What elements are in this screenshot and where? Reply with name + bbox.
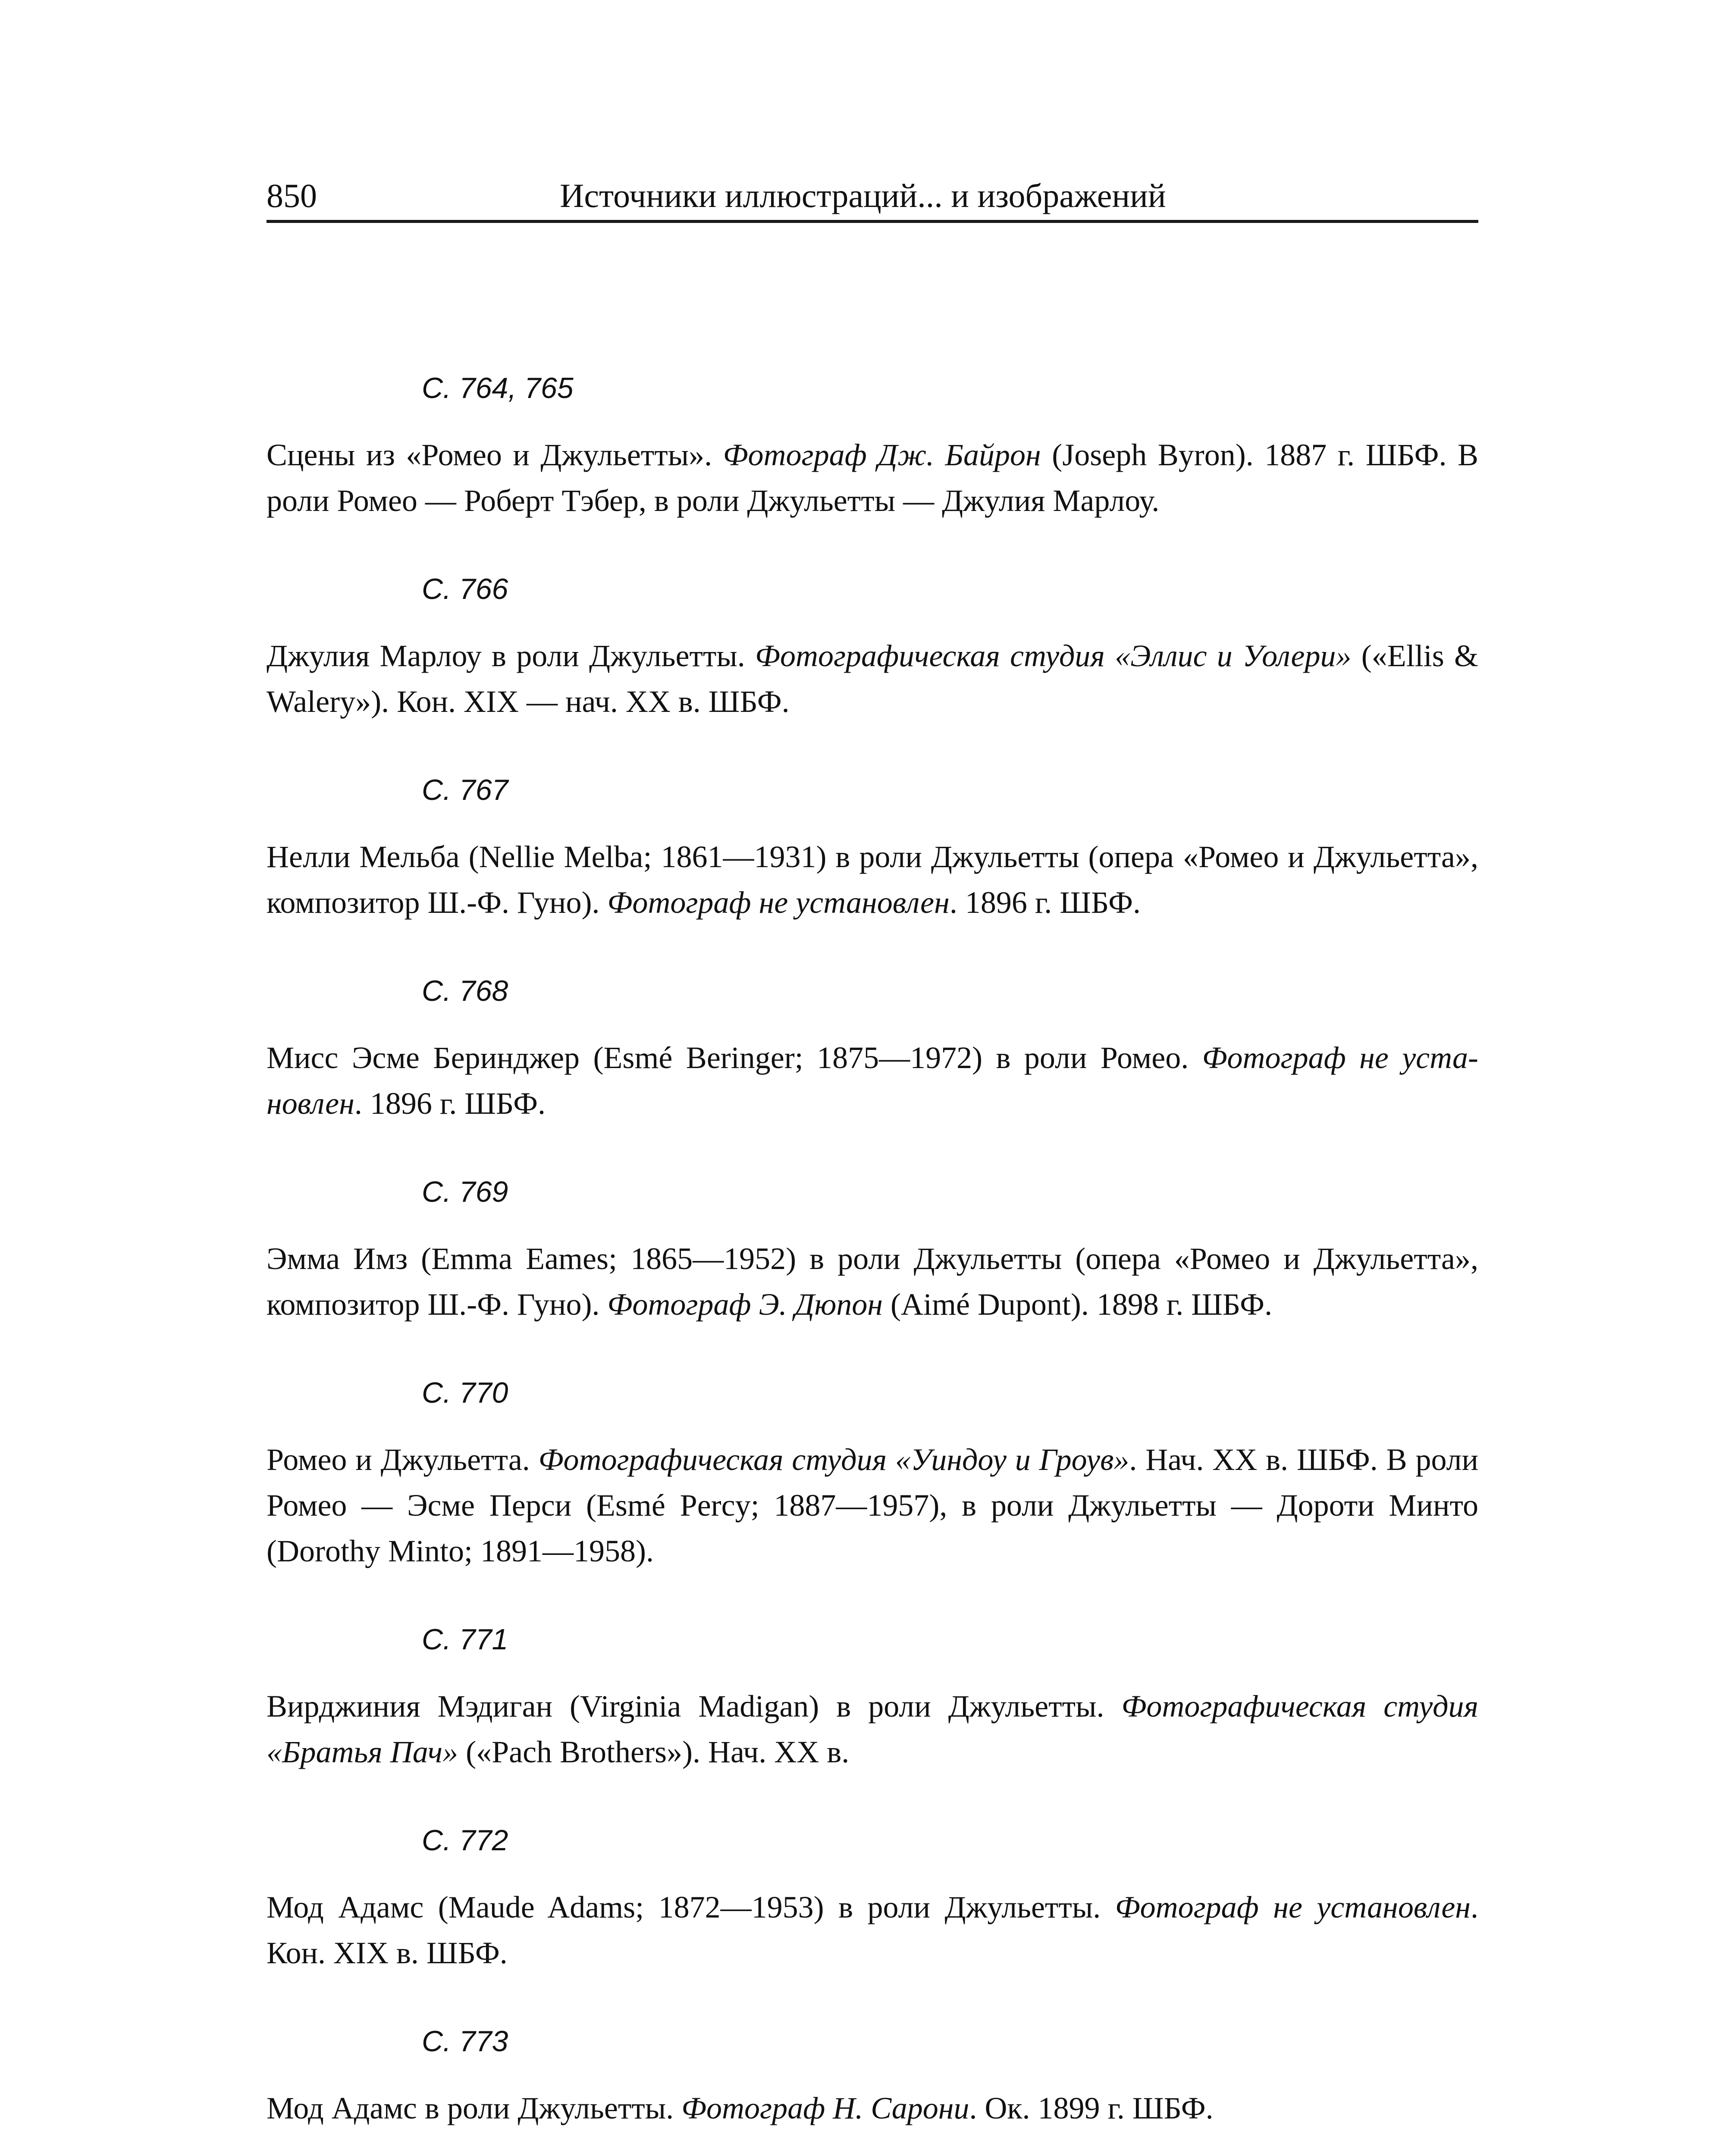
entry-description bbox=[267, 1884, 1478, 1976]
entry-description bbox=[267, 432, 1478, 523]
description-text: Джулия Марлоу в роли Джульетты. bbox=[267, 639, 756, 673]
entry-description bbox=[267, 2085, 1478, 2131]
page-reference: С. 772 bbox=[422, 1824, 508, 1857]
description-text: («Pach Brothers»). Нач. XX в. bbox=[458, 1735, 850, 1769]
description-text: Сцены из «Ромео и Джульетты». bbox=[267, 438, 723, 472]
page-reference: С. 766 bbox=[422, 573, 508, 605]
page-reference: С. 768 bbox=[422, 975, 508, 1007]
page-reference: С. 767 bbox=[422, 774, 508, 806]
source-entry bbox=[267, 1622, 1478, 1775]
photographer-credit: Фотографическая студия «Уиндоу и Гроув» bbox=[538, 1442, 1129, 1477]
source-entry bbox=[267, 1823, 1478, 1976]
description-text: Мод Адамс в роли Джульетты. bbox=[267, 2091, 682, 2125]
entry-description bbox=[267, 1035, 1478, 1126]
source-entry bbox=[267, 974, 1478, 1126]
description-text: Мисс Эсме Беринджер (Esmé Beringer; 1875—1972) в роли Ромео. bbox=[267, 1040, 1202, 1075]
description-text: Мод Адамс (Maude Adams; 1872—1953) в роли Джульетты. bbox=[267, 1890, 1115, 1924]
entry-description bbox=[267, 1437, 1478, 1574]
sources-list bbox=[267, 371, 1478, 2156]
source-entry bbox=[267, 1376, 1478, 1574]
description-text: Нелли Мельба (Nellie Melba; 1861—1931) в роли Джульетты (опера «Ромео и Джульетта», композитор Ш.-Ф. Гуно). bbox=[267, 840, 1478, 920]
entry-description bbox=[267, 1683, 1478, 1775]
description-text: . 1896 г. ШБФ. bbox=[949, 885, 1141, 920]
photographer-credit: Фотограф Э. Дюпон bbox=[607, 1287, 883, 1322]
description-text: Ромео и Джульетта. bbox=[267, 1442, 539, 1477]
source-entry bbox=[267, 2024, 1478, 2131]
photographer-credit: Фотографическая студия «Братья Пач» bbox=[267, 1689, 1478, 1769]
page-reference: С. 764, 765 bbox=[422, 372, 574, 404]
entry-description bbox=[267, 633, 1478, 724]
photographer-credit: Фотограф Дж. Байрон bbox=[723, 438, 1041, 472]
source-entry bbox=[267, 1175, 1478, 1327]
description-text: Эмма Имз (Emma Eames; 1865—1952) в роли Джульетты (опера «Ромео и Джульетта», композитор Ш.-Ф. Гуно). bbox=[267, 1241, 1478, 1322]
page-number: 850 bbox=[267, 177, 317, 214]
entry-description bbox=[267, 834, 1478, 925]
photographer-credit: Фотограф не установлен bbox=[607, 885, 950, 920]
page-reference: С. 770 bbox=[422, 1376, 508, 1409]
photographer-credit: Фотограф Н. Сарони bbox=[681, 2091, 969, 2125]
page-reference: С. 771 bbox=[422, 1623, 508, 1656]
source-entry bbox=[267, 572, 1478, 724]
photographer-credit: Фотограф не установлен bbox=[1115, 1890, 1471, 1924]
page-reference: С. 769 bbox=[422, 1175, 508, 1208]
description-text: . Ок. 1899 г. ШБФ. bbox=[969, 2091, 1214, 2125]
photographer-credit: Фотографическая студия «Эллис и Уолери» bbox=[755, 639, 1352, 673]
running-header bbox=[267, 172, 1478, 223]
description-text: . Кон. XIX в. ШБФ. bbox=[267, 1890, 1479, 1970]
running-title: Источники иллюстраций... и изображений bbox=[560, 177, 1166, 214]
photographer-credit: Фотограф не установлен bbox=[267, 1040, 1478, 1121]
entry-description bbox=[267, 1236, 1478, 1327]
description-text: (Aimé Dupont). 1898 г. ШБФ. bbox=[882, 1287, 1273, 1322]
description-text: . 1896 г. ШБФ. bbox=[354, 1086, 546, 1121]
source-entry bbox=[267, 773, 1478, 925]
source-entry bbox=[267, 371, 1478, 523]
description-text: (Joseph Byron). 1887 г. ШБФ. В роли Ромео — Роберт Тэбер, в роли Джульетты — Джулия Марлоу. bbox=[267, 438, 1479, 518]
description-text: . Нач. XX в. ШБФ. В роли Ромео — Эсме Перси (Esmé Percy; 1887—1957), в роли Джульетты — Дороти Минто (Dorothy Minto; 1891—1958). bbox=[267, 1442, 1478, 1568]
page-reference: С. 773 bbox=[422, 2025, 508, 2058]
description-text: Вирджиния Мэдиган (Virginia Madigan) в роли Джульетты. bbox=[267, 1689, 1122, 1724]
description-text: («Ellis & Walery»). Кон. XIX — нач. XX в. ШБФ. bbox=[267, 639, 1479, 719]
